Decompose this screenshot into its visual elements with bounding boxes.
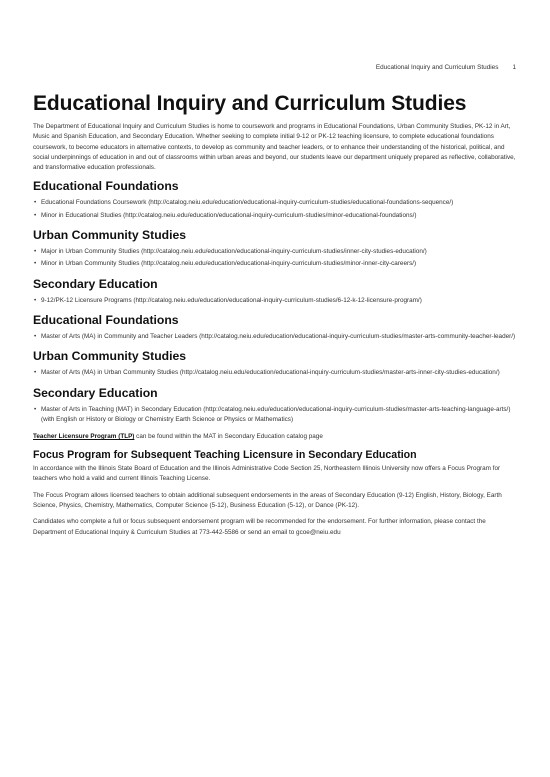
program-list <box>33 296 517 306</box>
section-heading: Secondary Education <box>33 385 158 400</box>
focus-heading: Focus Program for Subsequent Teaching Licensure in Secondary Education <box>33 449 417 462</box>
focus-paragraph: In accordance with the Illinois State Board of Education and the Illinois Administrative Code Section 25, Northeastern Illinois University now offers a Focus Program for teachers who hold a valid and current Illinois Teaching License. <box>33 465 501 483</box>
program-link[interactable]: • 9-12/PK-12 Licensure Programs (http://catalog.neiu.edu/education/educational-inquiry-curriculum-studies/6-12-k-12-licensure-program/) <box>33 296 517 306</box>
tlp-note-text: can be found within the MAT in Secondary Education catalog page <box>134 433 323 441</box>
tlp-note <box>33 432 517 442</box>
section-heading: Educational Foundations <box>33 179 179 194</box>
section-urban-community-studies <box>33 228 517 270</box>
program-link[interactable]: • Master of Arts in Teaching (MAT) in Secondary Education (http://catalog.neiu.edu/education/educational-inquiry-curriculum-studies/master-arts-teaching-language-arts/) (with English or History or Biology or Chemistry Earth Science or Physics or Mathematics) <box>33 405 517 426</box>
program-link[interactable]: • Master of Arts (MA) in Community and Teacher Leaders (http://catalog.neiu.edu/education/educational-inquiry-curriculum-studies/master-arts-community-teacher-leader/) <box>33 332 517 342</box>
section-secondary-education <box>33 277 517 306</box>
section-graduate-secondary-education <box>33 386 517 426</box>
section-graduate-educational-foundations <box>33 313 517 342</box>
section-graduate-urban-community-studies <box>33 349 517 378</box>
section-focus-program <box>33 449 517 538</box>
program-link[interactable]: • Educational Foundations Coursework (http://catalog.neiu.edu/education/educational-inquiry-curriculum-studies/educational-foundations-sequence/) <box>33 198 517 208</box>
program-link[interactable]: • Major in Urban Community Studies (http://catalog.neiu.edu/education/educational-inquiry-curriculum-studies/inner-city-studies-education/) <box>33 247 517 257</box>
focus-paragraph: Candidates who complete a full or focus subsequent endorsement program will be recommended for the endorsement. For further information, please contact the Department of Educational Inquiry & Curriculum Studies at 773-442-5586 or send an email to gcoe@neiu.edu <box>33 518 486 536</box>
section-heading: Educational Foundations <box>33 312 179 327</box>
section-heading: Urban Community Studies <box>33 228 187 243</box>
page-title: Educational Inquiry and Curriculum Studies <box>33 92 467 115</box>
focus-paragraph: The Focus Program allows licensed teachers to obtain additional subsequent endorsements in the areas of Secondary Education (9-12) English, History, Biology, Earth Science, Physics, Chemistry, Mathematics, Computer Science (5-12), Business Education (5-12), or Dance (PK-12). <box>33 491 502 510</box>
running-header <box>376 64 516 71</box>
program-link[interactable]: • Minor in Educational Studies (http://catalog.neiu.edu/education/educational-inquiry-curriculum-studies/minor-educational-foundations/) <box>33 211 517 221</box>
page-content <box>33 92 517 544</box>
program-link[interactable]: • Minor in Urban Community Studies (http://catalog.neiu.edu/education/educational-inquiry-curriculum-studies/minor-inner-city-careers/) <box>33 259 517 269</box>
program-list <box>33 247 517 270</box>
program-list <box>33 198 517 221</box>
running-title: Educational Inquiry and Curriculum Studies <box>375 64 499 71</box>
program-list <box>33 405 517 426</box>
section-heading: Secondary Education <box>33 276 158 291</box>
program-list <box>33 332 517 342</box>
section-educational-foundations <box>33 179 517 221</box>
tlp-link[interactable]: Teacher Licensure Program (TLP) <box>33 433 135 441</box>
page-number: 1 <box>512 64 516 71</box>
program-link[interactable]: • Master of Arts (MA) in Urban Community Studies (http://catalog.neiu.edu/education/educational-inquiry-curriculum-studies/master-arts-inner-city-studies-education/) <box>33 368 517 378</box>
section-heading: Urban Community Studies <box>33 349 187 364</box>
program-list <box>33 368 517 378</box>
intro-paragraph: The Department of Educational Inquiry and Curriculum Studies is home to coursework and programs in Educational Foundations, Urban Community Studies, PK-12 in Art, Music and Spanish Education, and Secondary Education. Whether seeking to complete initial 9-12 or PK-12 teaching licensure, to complete educational foundations coursework, to become educators in alternative contexts, to develop as community and teacher leaders, or to enhance their understanding of the historical, political, and social underpinnings of education in and out of classrooms within urban areas and beyond, our students leave our department uniquely prepared as reflective, collaborative, and transformative education professionals. <box>33 123 516 172</box>
